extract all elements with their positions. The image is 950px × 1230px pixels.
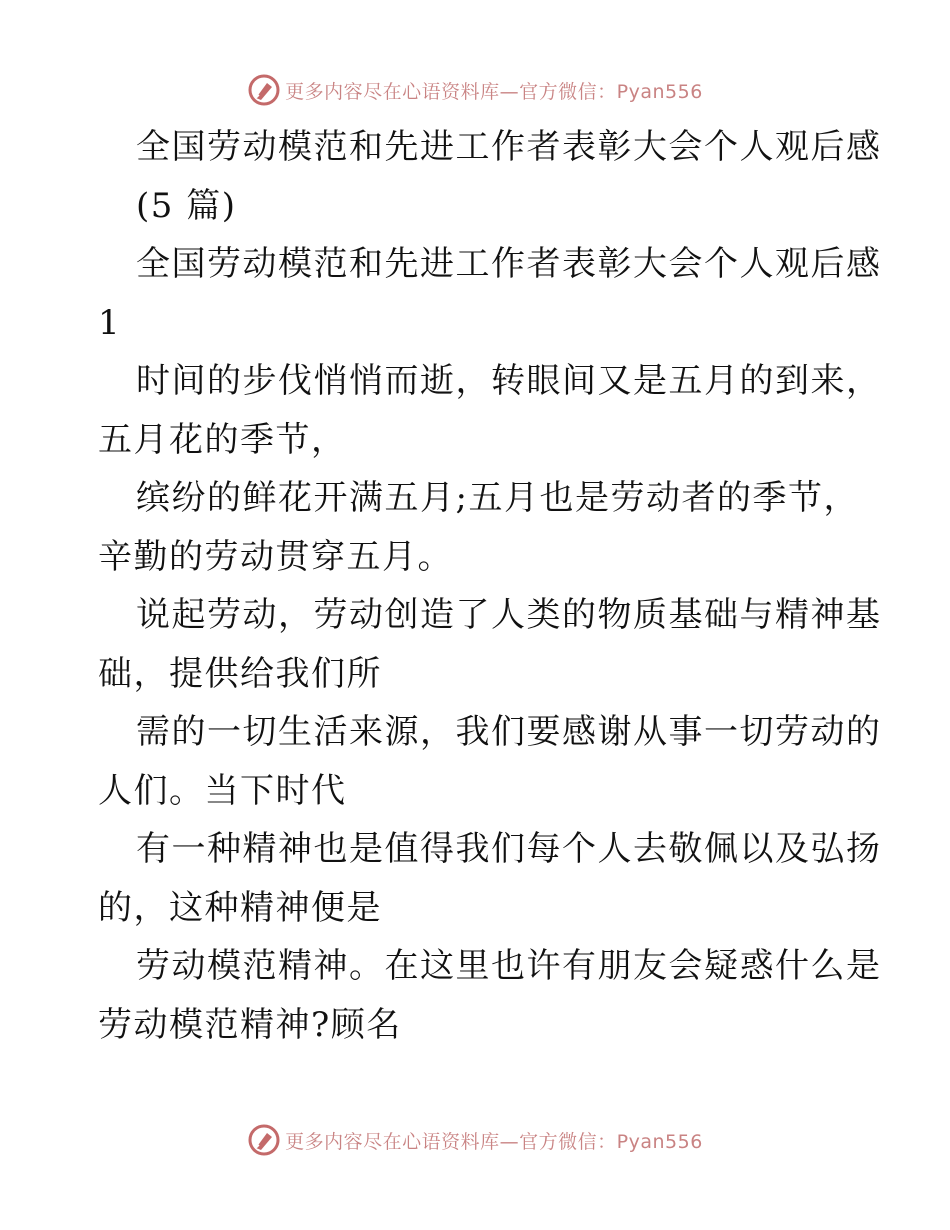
text-line: 全国劳动模范和先进工作者表彰大会个人观后感 xyxy=(136,127,882,167)
watermark-text: 更多内容尽在心语资料库—官方微信：Pyan556 xyxy=(285,80,703,103)
text-line: 五月花的季节， xyxy=(98,419,347,460)
text-line: 缤纷的鲜花开满五月;五月也是劳动者的季节， xyxy=(136,478,859,518)
watermark-text: 更多内容尽在心语资料库—官方微信：Pyan556 xyxy=(285,1130,703,1153)
text-line: (5 篇) xyxy=(136,185,237,226)
text-line: 础，提供给我们所 xyxy=(98,653,382,694)
pen-nib-logo-icon xyxy=(247,73,281,107)
footer-watermark xyxy=(0,1120,950,1160)
text-line: 说起劳动，劳动创造了人类的物质基础与精神基 xyxy=(136,595,882,635)
text-line: 时间的步伐悄悄而逝，转眼间又是五月的到来， xyxy=(136,361,882,401)
header-watermark xyxy=(0,70,950,110)
text-line: 全国劳动模范和先进工作者表彰大会个人观后感 xyxy=(136,244,882,284)
pen-nib-logo-icon xyxy=(247,1123,281,1157)
document-body xyxy=(98,118,882,1054)
text-line: 人们。当下时代 xyxy=(98,770,347,811)
text-line: 有一种精神也是值得我们每个人去敬佩以及弘扬 xyxy=(136,829,882,869)
text-line: 1 xyxy=(98,302,122,343)
text-line: 需的一切生活来源，我们要感谢从事一切劳动的 xyxy=(136,712,882,752)
text-line: 劳动模范精神。在这里也许有朋友会疑惑什么是 xyxy=(136,946,882,986)
text-line: 劳动模范精神?顾名 xyxy=(98,1004,402,1045)
text-line: 辛勤的劳动贯穿五月。 xyxy=(98,536,453,577)
text-line: 的，这种精神便是 xyxy=(98,887,382,928)
